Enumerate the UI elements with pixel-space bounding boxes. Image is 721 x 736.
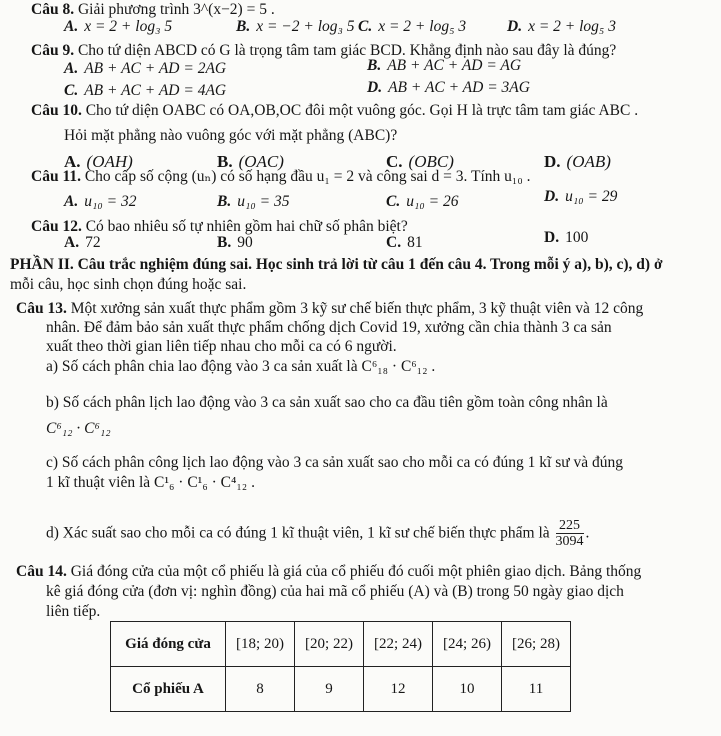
q8-label: Câu 8. [31, 1, 75, 18]
q13-stem [16, 300, 643, 319]
q9-text: Cho tứ diện ABCD có G là trọng tâm tam giác BCD. Khẳng định nào sau đây là đúng? [77, 42, 617, 59]
q13-statement-d-text: d) Xác suất sao cho mỗi ca có đúng 1 kĩ thuật viên, 1 kĩ sư chế biến thực phẩm là [46, 524, 550, 542]
part2-instruction: mỗi câu, học sinh chọn đúng hoặc sai. [10, 276, 247, 293]
q8-option-a: A. x = 2 + log₃ 5 [64, 18, 173, 35]
fraction-denominator: 3094 [555, 534, 584, 550]
q12-option-a: A. 72 [64, 234, 101, 251]
table-cell: 9 [295, 667, 364, 712]
q10-text: Cho tứ diện OABC có OA,OB,OC đôi một vuông góc. Gọi H là trực tâm tam giác ABC . [85, 102, 639, 119]
q10-option-a: A. (OAH) [64, 152, 133, 171]
q10-text2: Hỏi mặt phẳng nào vuông góc với mặt phẳng (ABC)? [64, 127, 398, 144]
q10-option-c: C. (OBC) [386, 152, 454, 171]
q9-label: Câu 9. [31, 42, 75, 59]
table-cell: 12 [364, 667, 433, 712]
table-bin: [26; 28) [502, 622, 571, 667]
q8-option-b: B. x = −2 + log₃ 5 [236, 18, 355, 35]
q13-statement-b-formula: C⁶₁₂ · C⁶₁₂ [46, 420, 111, 437]
q9-option-a: A. AB + AC + AD = 2AG [64, 60, 227, 77]
q12-option-b: B. 90 [217, 234, 253, 251]
q12-option-c: C. 81 [386, 234, 423, 251]
q13-statement-d: d) Xác suất sao cho mỗi ca có đúng 1 kĩ thuật viên, 1 kĩ sư chế biến thực phẩm là $\frac{225}{3094}$ . [46, 518, 590, 550]
q9-option-b: B. AB + AC + AD = AG [367, 57, 522, 74]
q14-line1: Giá đóng cửa của một cổ phiếu là giá của cổ phiếu đó cuối một phiên giao dịch. Bảng thống [70, 563, 642, 580]
q10-label: Câu 10. [31, 102, 82, 119]
q8-text: Giải phương trình 3^(x−2) = 5 . [77, 1, 275, 18]
q10-stem [31, 102, 638, 121]
q11-label: Câu 11. [31, 168, 81, 185]
table-bin: [18; 20) [226, 622, 295, 667]
q11-text: Cho cấp số cộng (uₙ) có số hạng đầu u₁ = 2 và công sai d = 3. Tính u₁₀ . [84, 168, 531, 185]
table-row-label-a: Cổ phiếu A [111, 667, 226, 712]
q9-option-c: C. AB + AC + AD = 4AG [64, 82, 227, 99]
table-bin: [20; 22) [295, 622, 364, 667]
q13-statement-a: a) Số cách phân chia lao động vào 3 ca sản xuất là C⁶₁₈ · C⁶₁₂ . [46, 358, 436, 375]
q12-text: Có bao nhiêu số tự nhiên gồm hai chữ số phân biệt? [85, 218, 408, 235]
q13-line1: Một xưởng sản xuất thực phẩm gồm 3 kỹ sư chế biến thực phẩm, 3 kỹ thuật viên và 12 công [70, 300, 644, 317]
q11-option-a: A. u₁₀ = 32 [64, 193, 137, 210]
q9-option-d: D. AB + AC + AD = 3AG [367, 79, 530, 96]
q8-option-c: C. x = 2 + log₅ 3 [358, 18, 467, 35]
q14-line3: liên tiếp. [46, 603, 101, 620]
q10-option-d: D. (OAB) [544, 152, 611, 171]
q11-stem [31, 168, 530, 187]
q13-statement-b: b) Số cách phân lịch lao động vào 3 ca sản xuất sao cho ca đầu tiên gồm toàn công nhân là [46, 394, 608, 411]
q14-label: Câu 14. [16, 563, 67, 580]
q8-option-d: D. x = 2 + log₅ 3 [507, 18, 616, 35]
table-cell: 10 [433, 667, 502, 712]
price-frequency-table [110, 621, 571, 712]
q12-label: Câu 12. [31, 218, 82, 235]
fraction-numerator: 225 [556, 518, 584, 534]
part2-heading: PHẦN II. Câu trắc nghiệm đúng sai. Học sinh trả lời từ câu 1 đến câu 4. Trong mỗi ý a), b), c), d) ở [10, 256, 663, 273]
q9-stem [31, 42, 616, 61]
q13-statement-c: c) Số cách phân công lịch lao động vào 3 ca sản xuất sao cho mỗi ca có đúng 1 kĩ sư và đúng [46, 454, 624, 471]
q8-stem [31, 1, 275, 20]
q13-line3: xuất theo thời gian liên tiếp nhau cho mỗi ca có 6 người. [46, 338, 397, 355]
q11-option-d: D. u₁₀ = 29 [544, 188, 618, 205]
q10-option-b: B. (OAC) [217, 152, 284, 171]
q11-option-b: B. u₁₀ = 35 [217, 193, 290, 210]
table-row [111, 667, 571, 712]
table-header-label: Giá đóng cửa [111, 622, 226, 667]
q13-label: Câu 13. [16, 300, 67, 317]
q14-line2: kê giá đóng cửa (đơn vị: nghìn đồng) của hai mã cổ phiếu (A) và (B) trong 50 ngày giao dịch [46, 583, 624, 600]
q11-option-c: C. u₁₀ = 26 [386, 193, 459, 210]
table-row [111, 622, 571, 667]
table-cell: 11 [502, 667, 571, 712]
q12-option-d: D. 100 [544, 229, 589, 246]
q13-line2: nhân. Để đảm bảo sản xuất thực phẩm chống dịch Covid 19, xưởng cần chia thành 3 ca sản [46, 319, 612, 336]
table-bin: [24; 26) [433, 622, 502, 667]
q13-statement-c-line2: 1 kĩ thuật viên là C¹₆ · C¹₆ · C⁴₁₂ . [46, 474, 255, 491]
table-bin: [22; 24) [364, 622, 433, 667]
table-cell: 8 [226, 667, 295, 712]
q13-probability-fraction [556, 518, 584, 550]
q14-stem [16, 563, 641, 582]
